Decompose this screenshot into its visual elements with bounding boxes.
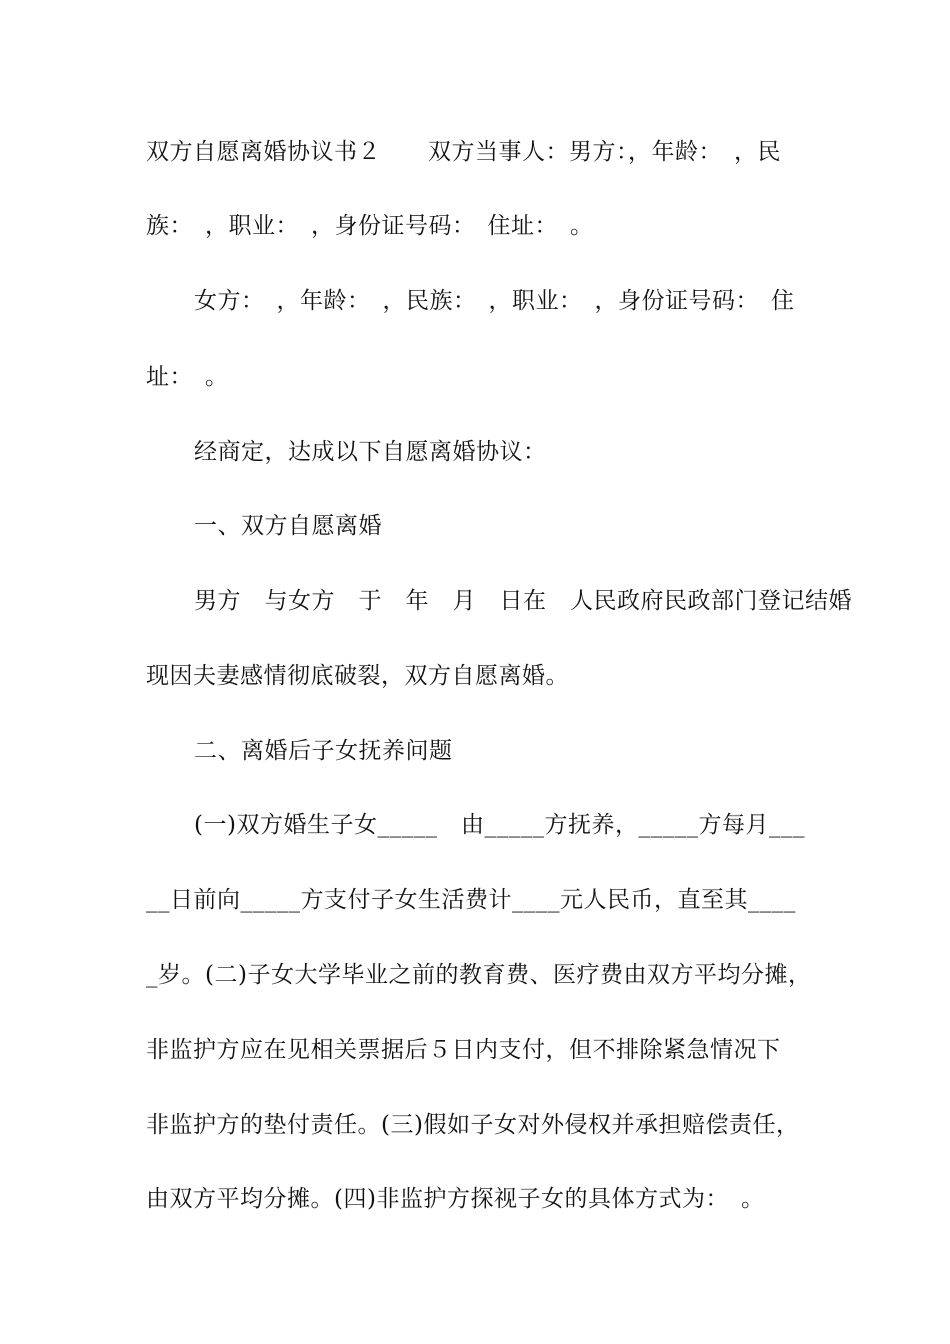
text-line: 女方： ，年龄： ，民族： ，职业： ，身份证号码： 住 — [194, 288, 795, 314]
text-line: _岁。(二)子女大学毕业之前的教育费、医疗费由双方平均分摊， — [146, 962, 812, 988]
text-line: __日前向_____方支付子女生活费计____元人民币，直至其____ — [146, 887, 796, 913]
text-line: 由双方平均分摊。(四)非监护方探视子女的具体方式为： 。 — [146, 1186, 765, 1212]
text-line: (一)双方婚生子女_____ 由_____方抚养，_____方每月___ — [194, 812, 805, 838]
text-line: 族： ，职业： ，身份证号码： 住址： 。 — [146, 213, 594, 239]
text-line: 男方 与女方 于 年 月 日在 人民政府民政部门登记结婚 — [194, 588, 852, 614]
text-line: 非监护方应在见相关票据后５日内支付，但不排除紧急情况下 — [146, 1037, 781, 1063]
text-line: 经商定，达成以下自愿离婚协议： — [194, 439, 547, 465]
text-line: 址： 。 — [146, 364, 229, 390]
text-line: 双方自愿离婚协议书２ 双方当事人：男方：，年龄： ，民 — [146, 139, 781, 165]
section-heading: 二、离婚后子女抚养问题 — [194, 738, 453, 764]
text-line: 现因夫妻感情彻底破裂，双方自愿离婚。 — [146, 663, 569, 689]
section-heading: 一、双方自愿离婚 — [194, 513, 382, 539]
text-line: 非监护方的垫付责任。(三)假如子女对外侵权并承担赔偿责任， — [146, 1112, 800, 1138]
